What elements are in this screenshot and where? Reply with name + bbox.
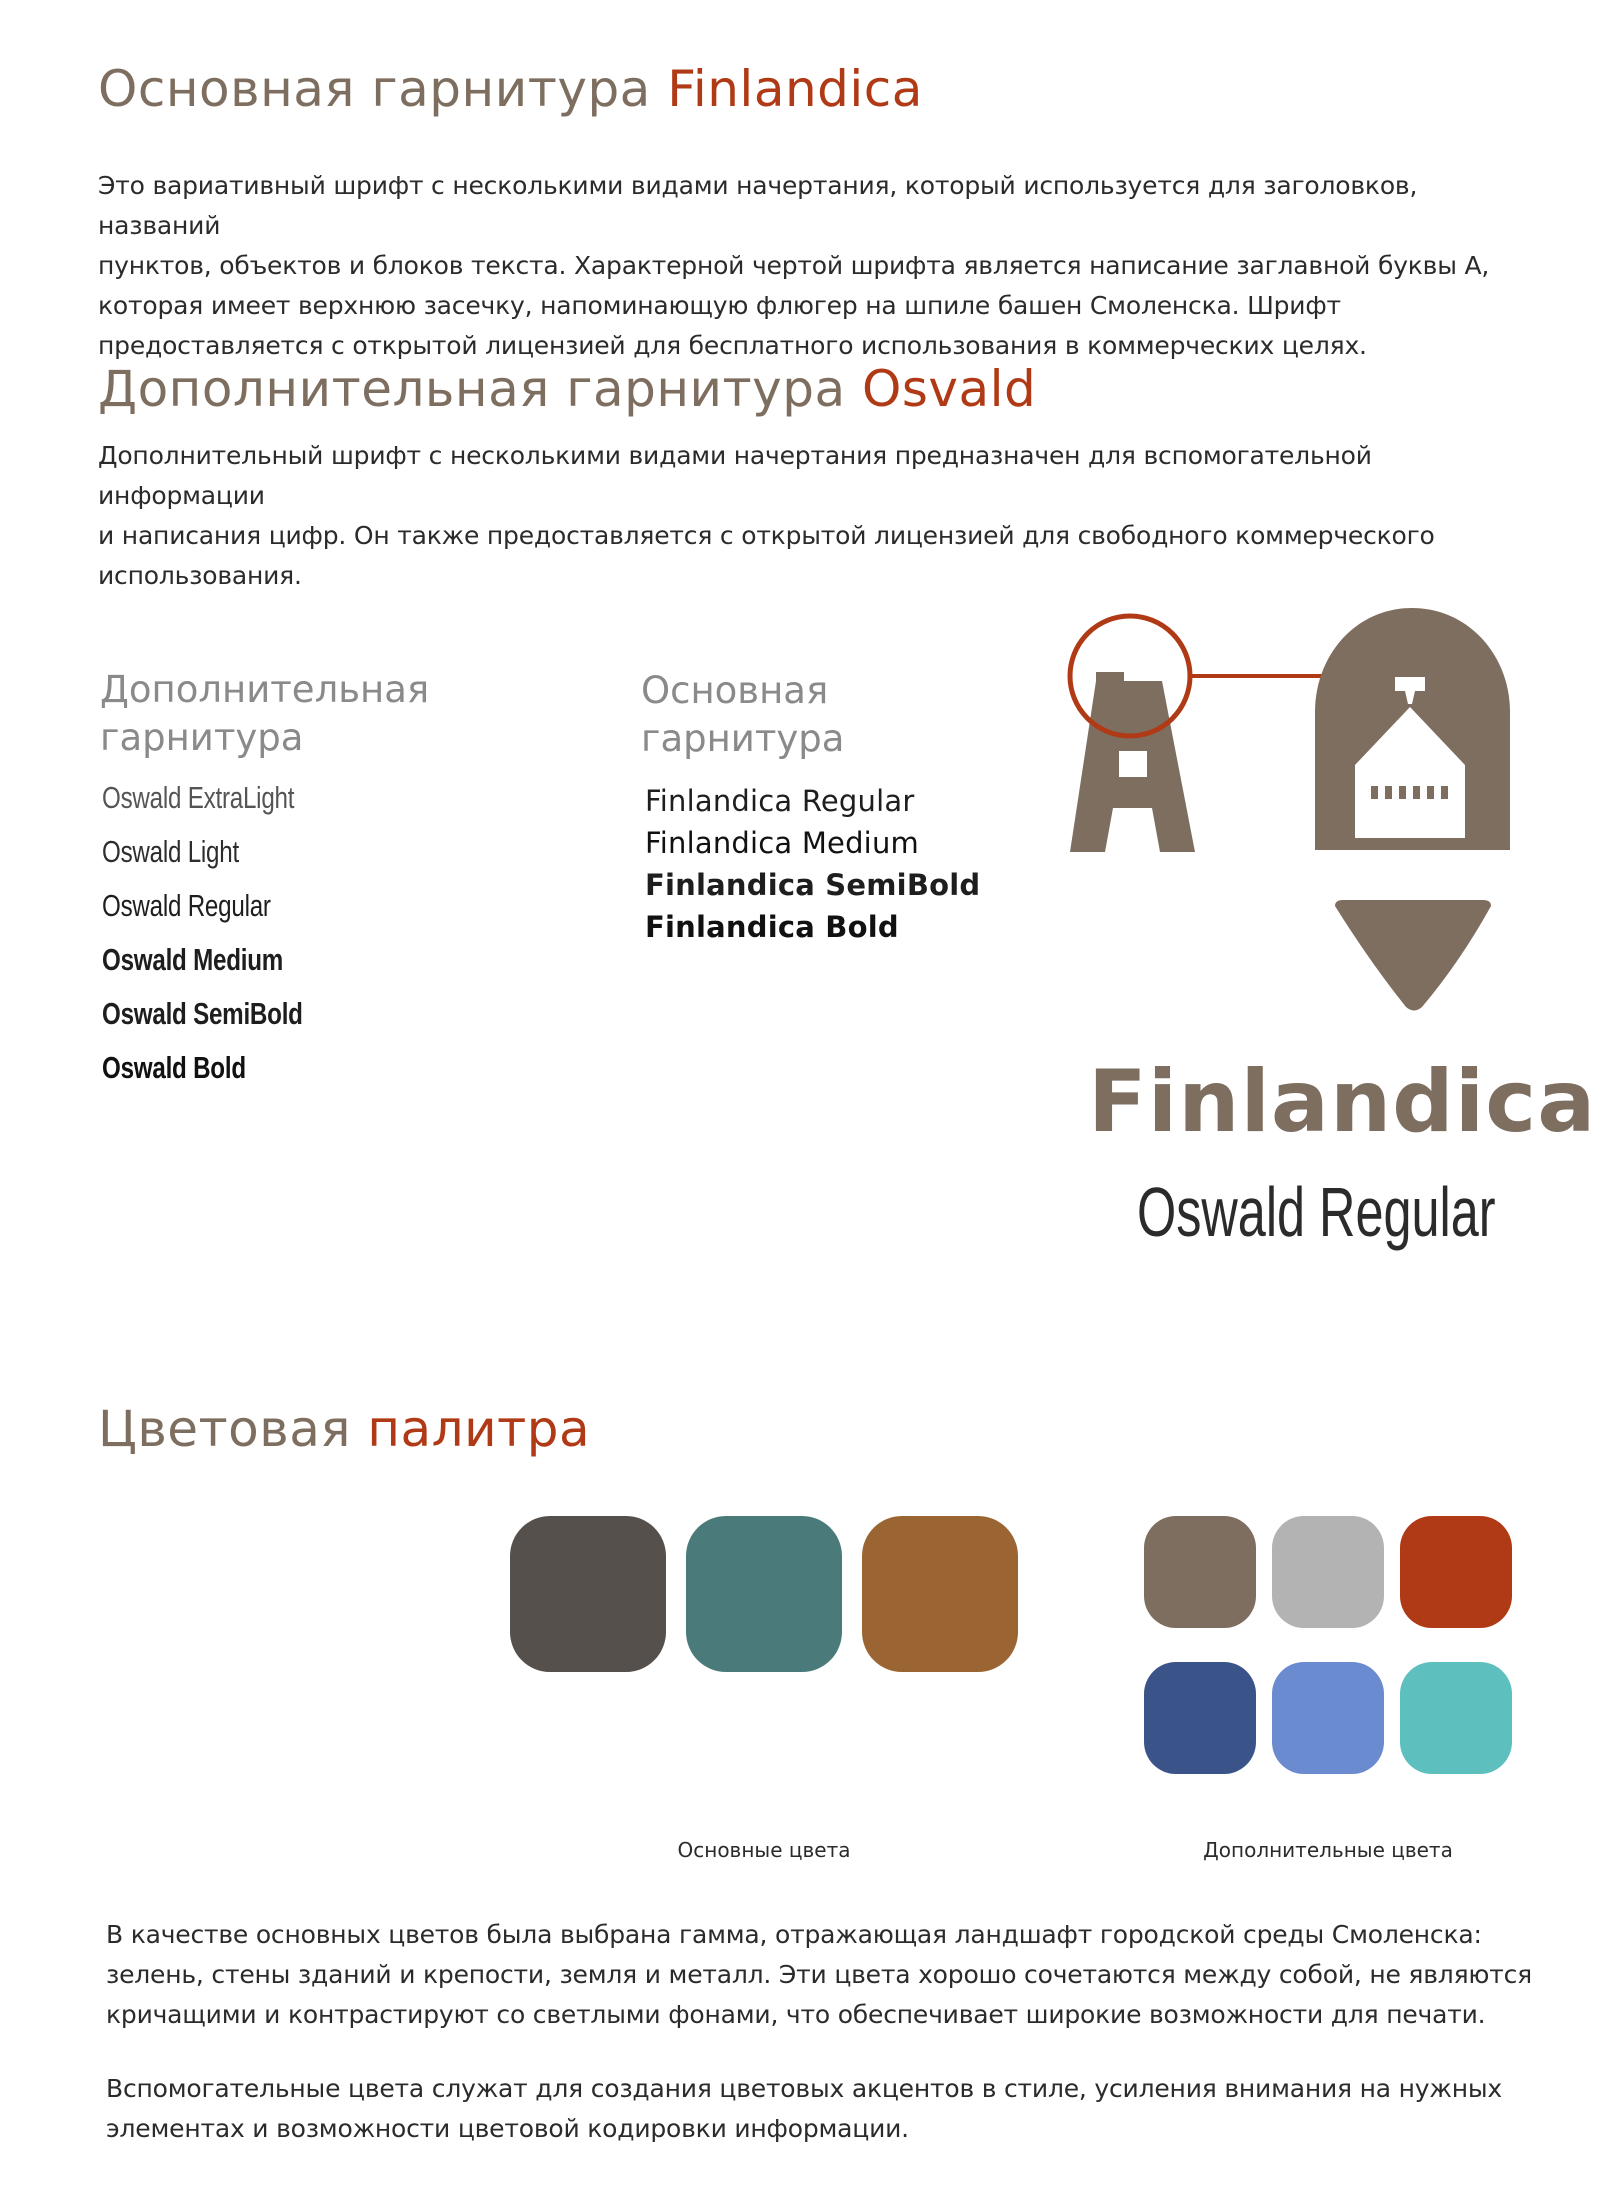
primary-colors-caption: Основные цвета (677, 1838, 851, 1862)
title-main-typeface: Основная гарнитура Finlandica (98, 60, 923, 118)
letter-a-icon (1070, 672, 1195, 852)
text-line: элементах и возможности цветовой кодировки информации. (106, 2114, 909, 2143)
oswald-medium-sample: Oswald Medium (102, 942, 284, 977)
primary-swatch-graphite (510, 1516, 666, 1672)
logo-subtitle: Oswald Regular (1137, 1173, 1496, 1251)
text-line: Вспомогательные цвета служат для создания цветовых акцентов в стиле, усиления внимания на нужных (106, 2074, 1502, 2103)
oswald-regular-sample: Oswald Regular (102, 888, 271, 923)
primary-swatch-ochre (862, 1516, 1018, 1672)
palette-description (106, 1915, 1546, 2035)
text-line: В качестве основных цветов была выбрана гамма, отражающая ландшафт городской среды Смоленска: (106, 1920, 1482, 1949)
text-line: кричащими и контрастируют со светлыми фонами, что обеспечивает широкие возможности для печати. (106, 2000, 1486, 2029)
oswald-semibold-sample: Oswald SemiBold (102, 996, 303, 1031)
logo-wordmark: Finlandica (1088, 1052, 1597, 1152)
secondary-swatch-rust (1400, 1516, 1512, 1628)
text-line: использования. (98, 561, 302, 590)
oswald-bold-sample: Oswald Bold (102, 1050, 246, 1085)
palette-secondary-description (106, 2069, 1546, 2149)
text-line: зелень, стены зданий и крепости, земля и металл. Эти цвета хорошо сочетаются между собой, не являются (106, 1960, 1533, 1989)
title-extra-typeface: Дополнительная гарнитура Osvald (98, 360, 1037, 418)
logo-construction-illustration (1010, 580, 1530, 1020)
title-extra-accent: Osvald (862, 360, 1037, 418)
secondary-swatch-gray (1272, 1516, 1384, 1628)
secondary-swatch-aqua (1400, 1662, 1512, 1774)
finlandica-semibold-sample: Finlandica SemiBold (645, 868, 981, 902)
text-line: и написания цифр. Он также предоставляется с открытой лицензией для свободного коммерческого (98, 521, 1435, 550)
title-main-accent: Finlandica (667, 60, 923, 118)
text-line: Это вариативный шрифт с несколькими видами начертания, который используется для заголовков, названий (98, 171, 1418, 240)
secondary-swatch-taupe (1144, 1516, 1256, 1628)
text-line: Дополнительный шрифт с несколькими видами начертания предназначен для вспомогательной информации (98, 441, 1372, 510)
extra-specimen-heading: Дополнительная гарнитура (100, 668, 430, 759)
main-specimen-heading: Основная гарнитура (641, 669, 845, 760)
extra-typeface-description (98, 436, 1538, 596)
secondary-colors-caption: Дополнительные цвета (1203, 1838, 1453, 1862)
title-palette: Цветовая палитра (98, 1400, 591, 1458)
finlandica-bold-sample: Finlandica Bold (645, 910, 899, 944)
title-palette-accent: палитра (367, 1400, 591, 1458)
shield-icon (1335, 900, 1491, 1011)
tower-arch-icon (1315, 608, 1510, 850)
secondary-swatch-periwinkle (1272, 1662, 1384, 1774)
secondary-swatch-navy (1144, 1662, 1256, 1774)
primary-swatch-teal (686, 1516, 842, 1672)
text-line: пунктов, объектов и блоков текста. Характерной чертой шрифта является написание заглавной буквы А, (98, 251, 1490, 280)
finlandica-regular-sample: Finlandica Regular (645, 784, 915, 818)
oswald-light-sample: Oswald Light (102, 834, 239, 869)
oswald-extralight-sample: Oswald ExtraLight (102, 780, 295, 815)
main-typeface-description (98, 166, 1538, 366)
finlandica-medium-sample: Finlandica Medium (645, 826, 919, 860)
text-line: предоставляется с открытой лицензией для бесплатного использования в коммерческих целях. (98, 331, 1367, 360)
text-line: которая имеет верхнюю засечку, напоминающую флюгер на шпиле башен Смоленска. Шрифт (98, 291, 1341, 320)
